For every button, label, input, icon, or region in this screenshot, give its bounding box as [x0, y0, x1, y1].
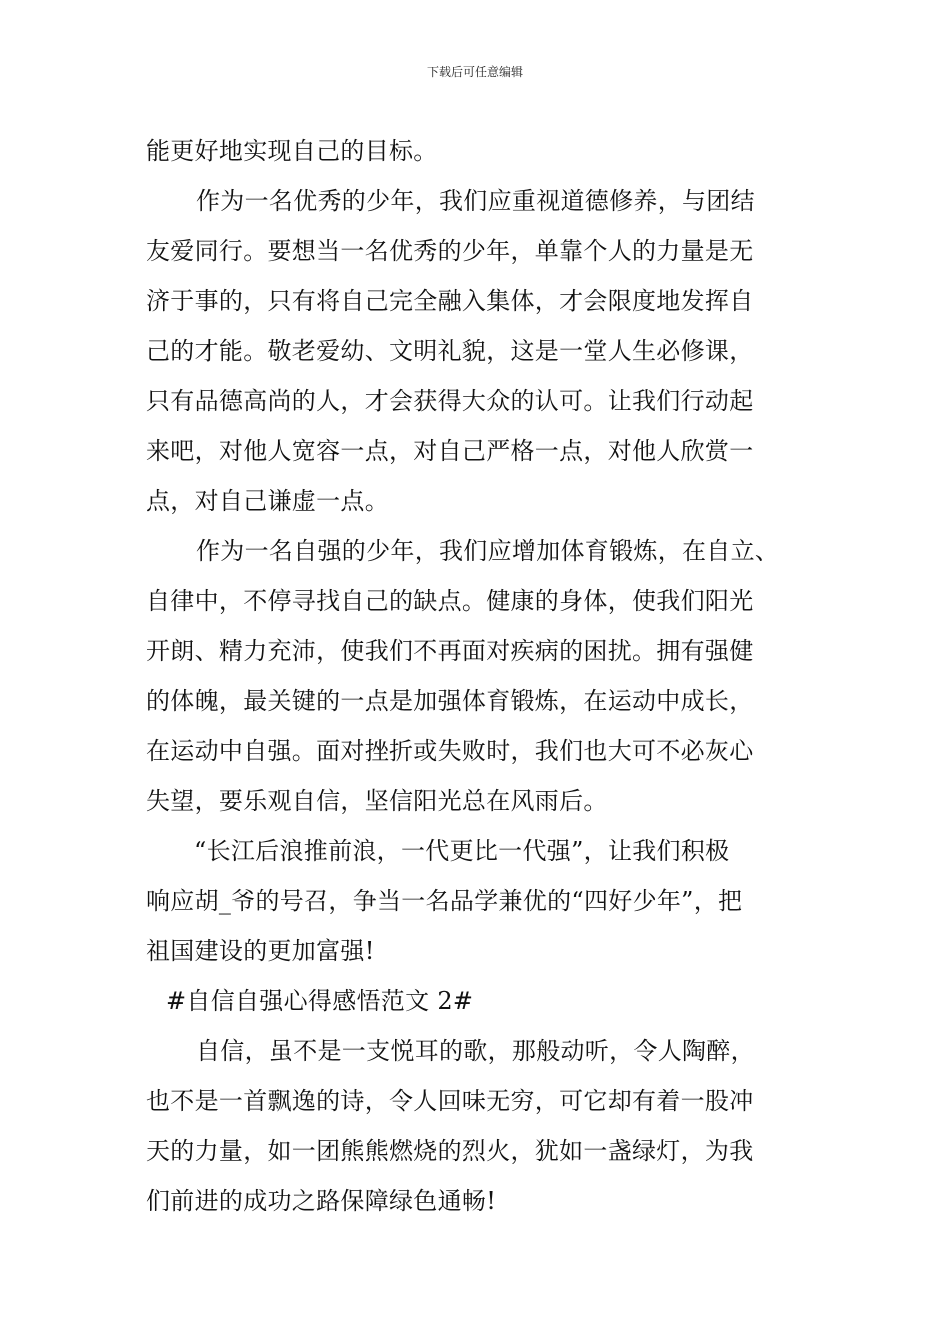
text-line: 自律中，不停寻找自己的缺点。健康的身体，使我们阳光 [146, 587, 754, 615]
text-line: 只有品德高尚的人，才会获得大众的认可。让我们行动起 [146, 387, 754, 415]
text-line: 的体魄，最关键的一点是加强体育锻炼，在运动中成长， [146, 687, 754, 715]
text-line: 友爱同行。要想当一名优秀的少年，单靠个人的力量是无 [146, 237, 754, 265]
text-line: 天的力量，如一团熊熊燃烧的烈火，犹如一盏绿灯，为我 [146, 1137, 754, 1165]
text-line: 济于事的，只有将自己完全融入集体，才会限度地发挥自 [146, 287, 754, 315]
paragraph-start-line: 作为一名优秀的少年，我们应重视道德修养，与团结 [196, 187, 755, 215]
page-header-note: 下载后可任意编辑 [426, 65, 523, 79]
text-line: 在运动中自强。面对挫折或失败时，我们也大可不必灰心 [146, 737, 754, 765]
text-line: 开朗、精力充沛，使我们不再面对疾病的困扰。拥有强健 [146, 637, 754, 665]
section-heading: #自信自强心得感悟范文 2# [166, 987, 474, 1015]
document-body [146, 126, 816, 1226]
paragraph-start-line: 自信，虽不是一支悦耳的歌，那般动听，令人陶醉， [196, 1037, 755, 1065]
text-line: 响应胡_爷的号召，争当一名品学兼优的“四好少年”，把 [146, 887, 743, 915]
text-line: 点，对自己谦虚一点。 [146, 487, 389, 515]
text-line: 来吧，对他人宽容一点，对自己严格一点，对他人欣赏一 [146, 437, 754, 465]
paragraph-start-line: “长江后浪推前浪，一代更比一代强”，让我们积极 [194, 837, 730, 865]
text-line: 也不是一首飘逸的诗，令人回味无穷，可它却有着一股冲 [146, 1087, 754, 1115]
text-line: 们前进的成功之路保障绿色通畅! [146, 1187, 497, 1215]
text-line: 能更好地实现自己的目标。 [146, 137, 438, 165]
text-line: 己的才能。敬老爱幼、文明礼貌，这是一堂人生必修课， [146, 337, 754, 365]
text-line: 祖国建设的更加富强! [146, 937, 375, 965]
paragraph-start-line: 作为一名自强的少年，我们应增加体育锻炼，在自立、 [196, 537, 780, 565]
text-line: 失望，要乐观自信，坚信阳光总在风雨后。 [146, 787, 608, 815]
